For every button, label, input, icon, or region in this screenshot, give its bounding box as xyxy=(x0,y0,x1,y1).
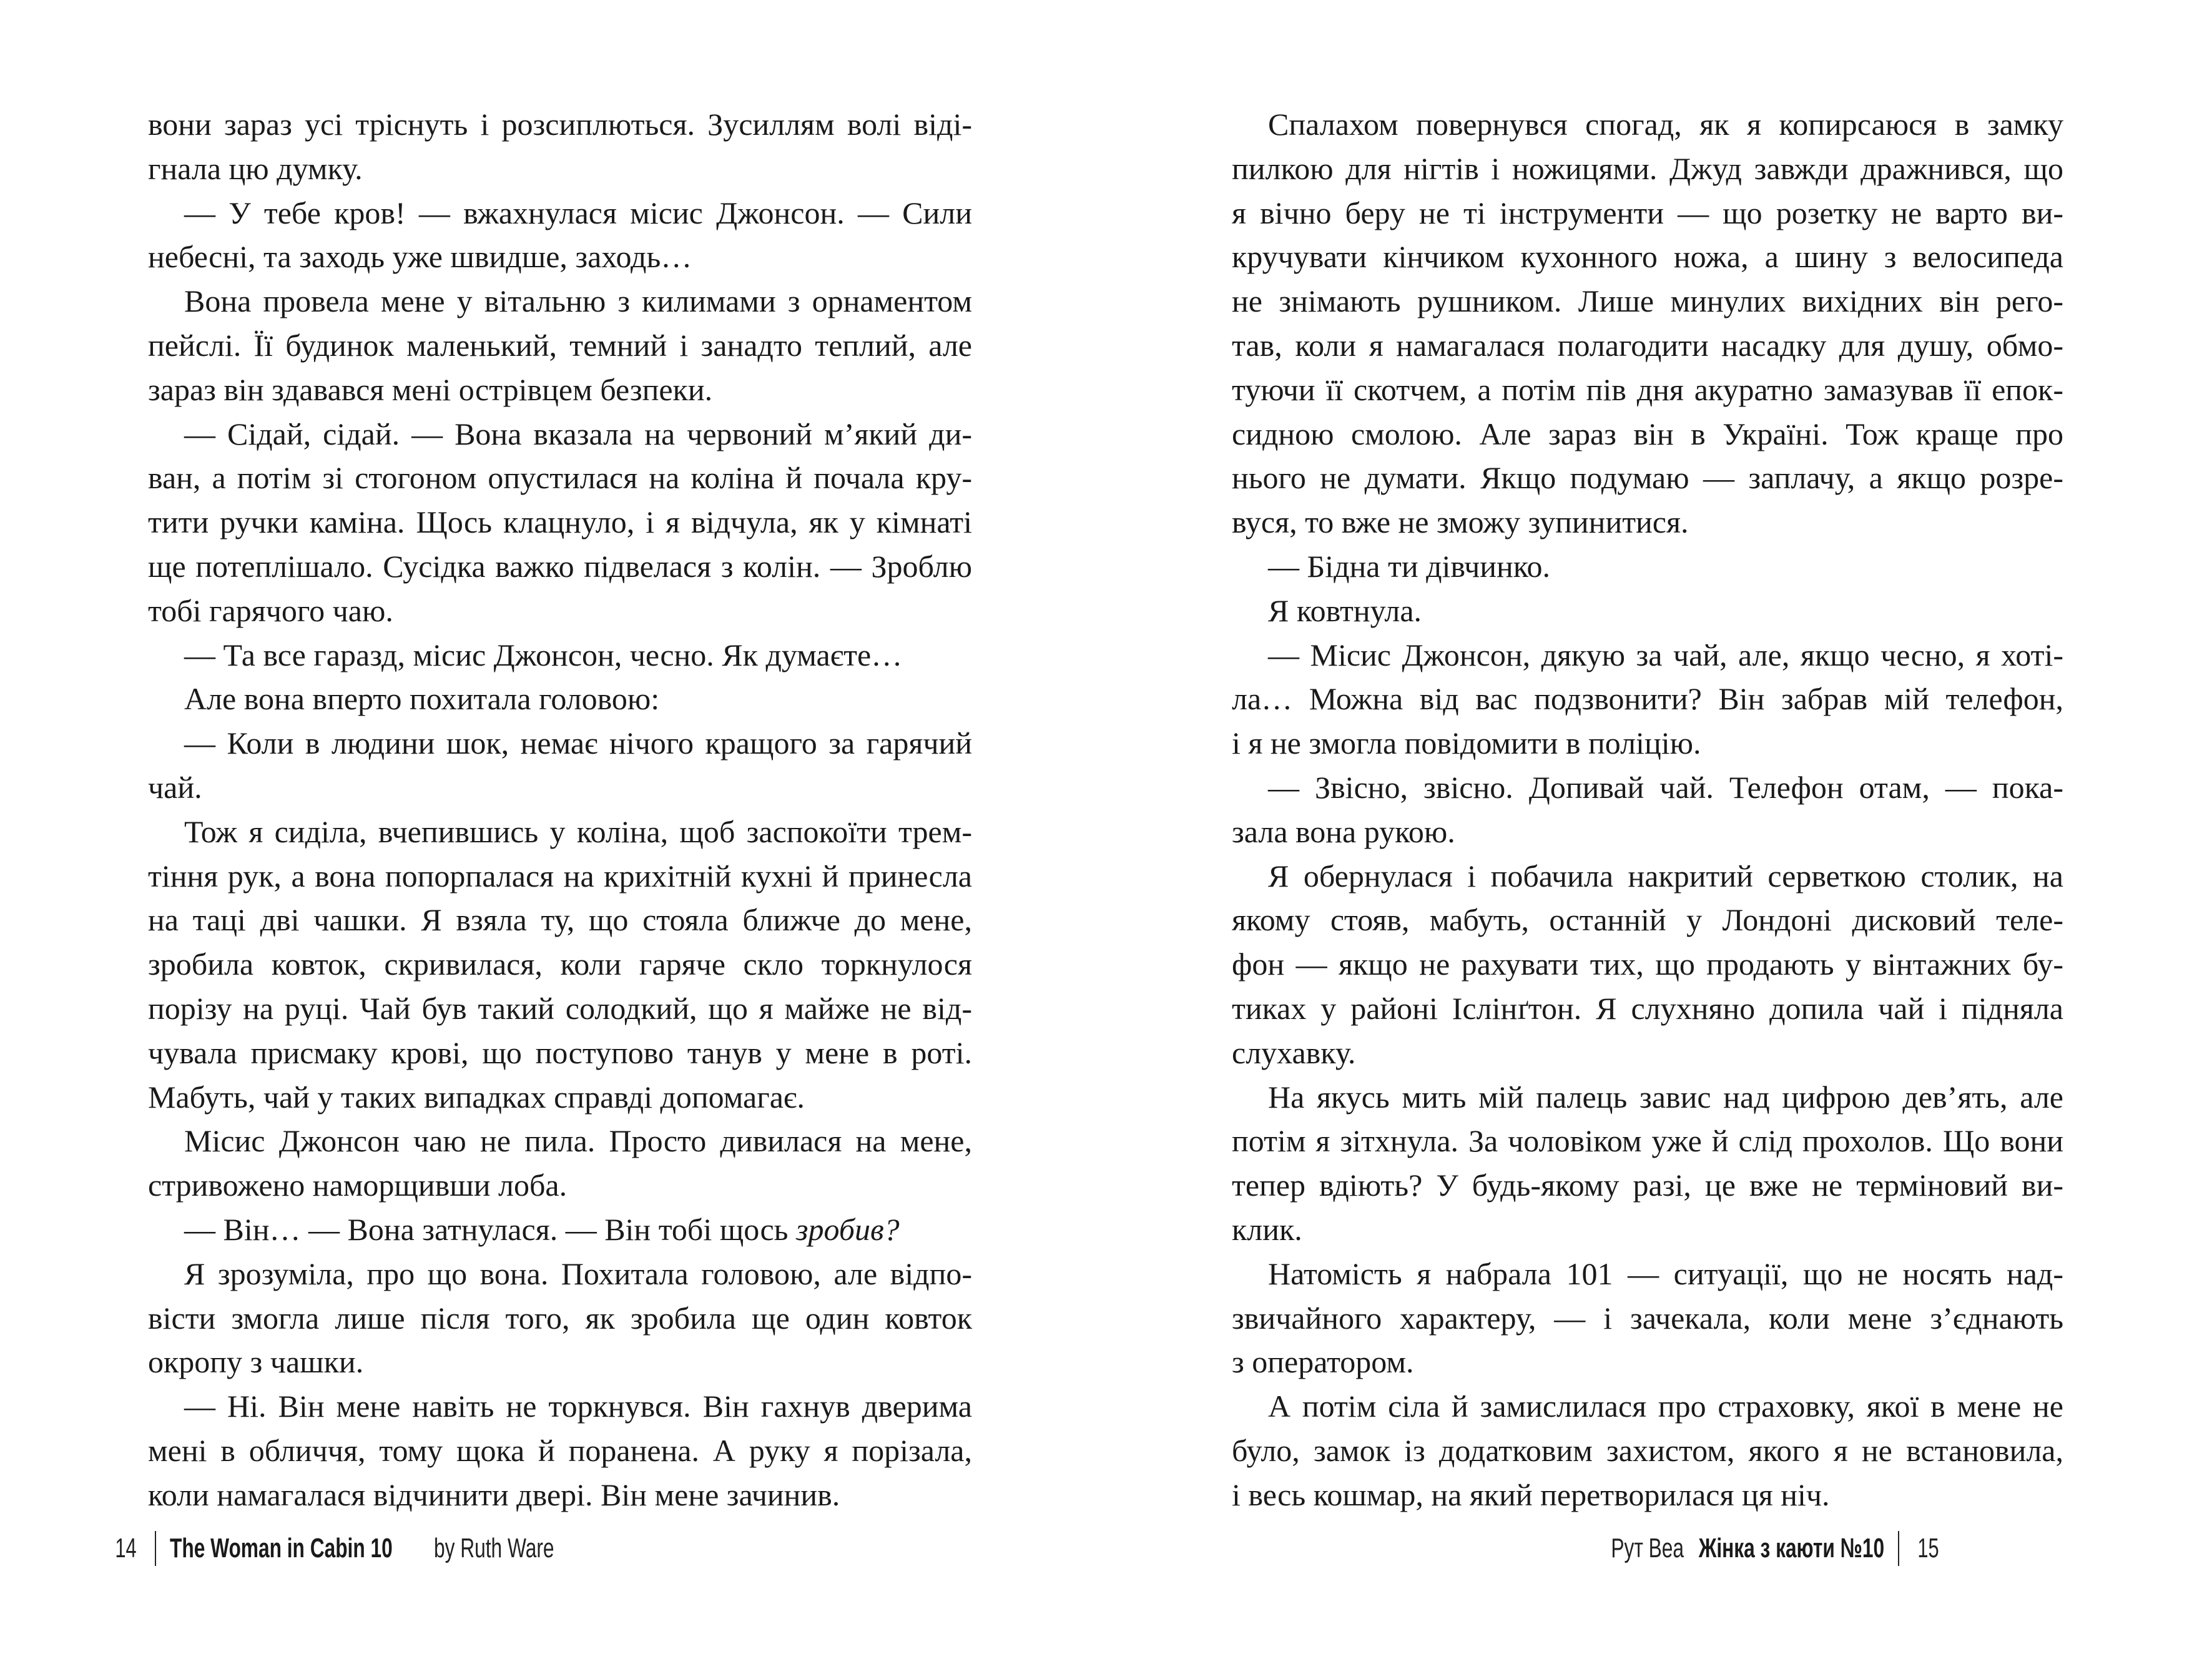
text-line: Мабуть, чай у таких випадках справді допомагає. xyxy=(148,1079,805,1115)
text-line: На якусь мить мій палець завис над цифрою дев’ять, але xyxy=(1268,1079,2063,1115)
author-english: by Ruth Ware xyxy=(434,1533,554,1563)
text-line: тобі гарячого чаю. xyxy=(148,593,393,628)
text-line: пейслі. Її будинок маленький, темний і занадто теплий, але xyxy=(148,327,972,363)
page-number: 14 xyxy=(115,1533,137,1563)
text-line: на таці дві чашки. Я взяла ту, що стояла ближче до мене, xyxy=(148,902,972,938)
footer-separator xyxy=(1898,1531,1899,1566)
text-line: окропу з чашки. xyxy=(148,1344,364,1380)
text-line: мені в обличчя, тому щока й поранена. А руку я порізала, xyxy=(148,1432,972,1468)
text-line: А потім сіла й замислилася про страховку, якої в мене не xyxy=(1268,1389,2063,1424)
text-line: тиках у районі Іслінґтон. Я слухняно допила чай і підняла xyxy=(1232,990,2063,1026)
text-line: я вічно беру не ті інструменти — що розетку не варто ви- xyxy=(1232,195,2063,230)
text-line: зала вона рукою. xyxy=(1232,814,1455,849)
text-line: нього не думати. Якщо подумаю — заплачу, а якщо розре- xyxy=(1232,460,2063,496)
text-line: тепер вдіють? У будь-якому разі, це вже не терміновий ви- xyxy=(1232,1168,2063,1203)
text-line: слухавку. xyxy=(1232,1035,1356,1070)
right-page-body-text xyxy=(1232,102,2063,1517)
text-line: небесні, та заходь уже швидше, заходь… xyxy=(148,239,692,275)
text-line: Натомість я набрала 101 — ситуації, що не носять над- xyxy=(1268,1256,2063,1291)
text-line: стривожено наморщивши лоба. xyxy=(148,1168,568,1203)
text-line: — Та все гаразд, місис Джонсон, чесно. Як думаєте… xyxy=(184,637,903,672)
right-page-footer xyxy=(1608,1530,1944,1567)
text-line: і весь кошмар, на який перетворилася ця ніч. xyxy=(1232,1477,1830,1512)
text-line: — Ні. Він мене навіть не торкнувся. Він гахнув дверима xyxy=(184,1389,972,1424)
text-line: потім я зітхнула. За чоловіком уже й слід прохолов. Що вони xyxy=(1232,1123,2063,1159)
text-line: гнала цю думку. xyxy=(148,150,363,186)
italic-emphasis: зробив? xyxy=(795,1211,900,1247)
footer-separator xyxy=(155,1531,156,1566)
text-line: Місис Джонсон чаю не пила. Просто дивилася на мене, xyxy=(184,1123,972,1159)
text-line: ла… Можна від вас подзвонити? Він забрав мій телефон, xyxy=(1232,681,2063,717)
text-line: тити ручки каміна. Щось клацнуло, і я відчула, як у кімнаті xyxy=(148,505,972,540)
text-line: зробила ковток, скривилася, коли гаряче скло торкнулося xyxy=(148,947,972,982)
page-number: 15 xyxy=(1917,1533,1939,1563)
text-line: ван, а потім зі стогоном опустилася на коліна й почала кру- xyxy=(148,460,972,496)
text-line: тіння рук, а вона попорпалася на крихітній кухні й принесла xyxy=(148,858,972,893)
text-line: не знімають рушником. Лише минулих вихідних він рего- xyxy=(1232,283,2063,319)
text-line: — Місис Джонсон, дякую за чай, але, якщо чесно, я хоті- xyxy=(1268,637,2063,672)
text-line: пилкою для нігтів і ножицями. Джуд завжди дражнився, що xyxy=(1232,150,2063,186)
text-line: тав, коли я намагалася полагодити насадку для душу, обмо- xyxy=(1232,327,2063,363)
text-line: кручувати кінчиком кухонного ножа, а шину з велосипеда xyxy=(1232,239,2063,275)
text-line: якому стояв, мабуть, останній у Лондоні дисковий теле- xyxy=(1232,902,2063,938)
text-line: — Сідай, сідай. — Вона вказала на червоний м’який ди- xyxy=(184,416,972,451)
text-line: туючи її скотчем, а потім пів дня акуратно замазував її епок- xyxy=(1232,372,2063,407)
book-title-ukrainian: Жінка з каюти №10 xyxy=(1698,1533,1885,1563)
text-line: вісти змогла лише після того, як зробила ще один ковток xyxy=(148,1300,972,1336)
text-line: коли намагалася відчинити двері. Він мене зачинив. xyxy=(148,1477,840,1512)
text-line: і я не змогла повідомити в поліцію. xyxy=(1232,726,1701,761)
book-title-english: The Woman in Cabin 10 xyxy=(169,1533,393,1563)
text-line: — У тебе кров! — вжахнулася місис Джонсон. — Сили xyxy=(184,195,972,230)
text-line: звичайного характеру, — і зачекала, коли мене з’єднають xyxy=(1232,1300,2063,1336)
text-line: сидною смолою. Але зараз він в Україні. Тож краще про xyxy=(1232,416,2063,451)
text-line: клик. xyxy=(1232,1211,1302,1247)
text-line: Я ковтнула. xyxy=(1268,593,1422,628)
text-line: Я обернулася і побачила накритий серветкою столик, на xyxy=(1268,858,2063,893)
text-line: Спалахом повернувся спогад, як я копирсаюся в замку xyxy=(1268,107,2063,142)
text-line: ще потеплішало. Сусідка важко підвелася з колін. — Зроблю xyxy=(148,548,972,584)
text-line: Тож я сиділа, вчепившись у коліна, щоб заспокоїти трем- xyxy=(184,814,972,849)
text-line: фон — якщо не рахувати тих, що продають у вінтажних бу- xyxy=(1232,947,2063,982)
text-line: порізу на руці. Чай був такий солодкий, що я майже не від- xyxy=(148,990,972,1026)
text-line: вуся, то вже не зможу зупинитися. xyxy=(1232,505,1689,540)
text-line: — Бідна ти дівчинко. xyxy=(1268,548,1551,584)
text-line: вони зараз усі тріснуть і розсиплються. Зусиллям волі віді- xyxy=(148,107,972,142)
text-line: — Коли в людини шок, немає нічого кращого за гарячий xyxy=(184,726,972,761)
text-line: з оператором. xyxy=(1232,1344,1414,1380)
text-line: було, замок із додатковим захистом, якого я не встановила, xyxy=(1232,1432,2063,1468)
author-ukrainian: Рут Веа xyxy=(1611,1533,1684,1563)
text-line: Але вона вперто похитала головою: xyxy=(184,681,660,717)
text-line: Я зрозуміла, про що вона. Похитала головою, але відпо- xyxy=(184,1256,972,1291)
left-page-body-text xyxy=(148,102,972,1517)
text-line: Вона провела мене у вітальню з килимами з орнаментом xyxy=(184,283,972,319)
text-line: зараз він здавався мені острівцем безпеки. xyxy=(148,372,713,407)
text-line: чай. xyxy=(148,769,202,805)
left-page-footer xyxy=(111,1530,576,1567)
text-line: чувала присмаку крові, що поступово танув у мене в роті. xyxy=(148,1035,972,1070)
text-line: — Він… — Вона затнулася. — Він тобі щось зробив? xyxy=(184,1211,900,1247)
right-page xyxy=(1106,0,2212,1659)
text-line: — Звісно, звісно. Допивай чай. Телефон отам, — пока- xyxy=(1268,769,2063,805)
